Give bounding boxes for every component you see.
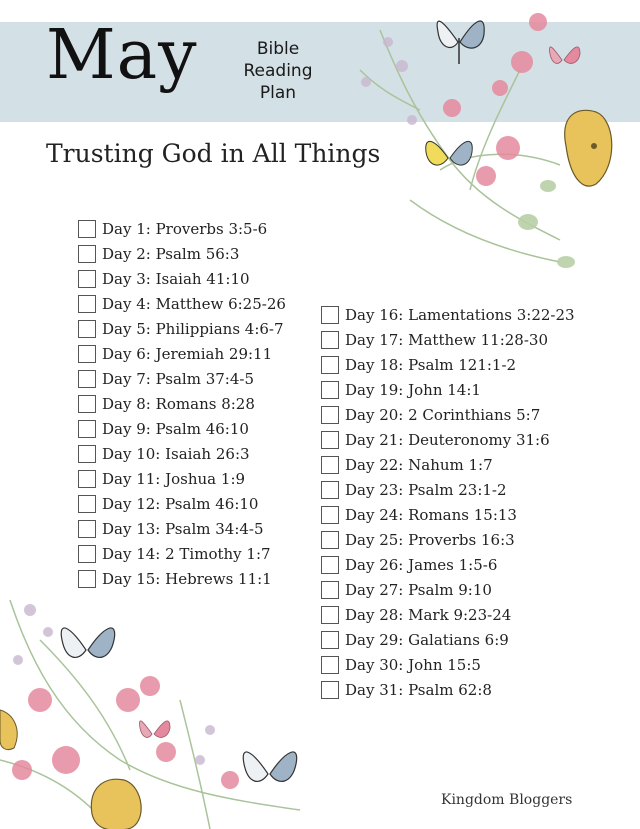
reading-label: Day 8: Romans 8:28 xyxy=(102,394,255,413)
reading-label: Day 12: Psalm 46:10 xyxy=(102,494,259,513)
subtitle-line-2: Reading xyxy=(243,61,313,81)
reading-item xyxy=(78,241,286,266)
month-title: May xyxy=(46,16,198,95)
reading-label: Day 2: Psalm 56:3 xyxy=(102,244,240,263)
reading-item xyxy=(321,402,575,427)
reading-item xyxy=(321,502,575,527)
subtitle-line-1: Bible xyxy=(256,39,300,59)
reading-label: Day 20: 2 Corinthians 5:7 xyxy=(345,405,541,424)
butterfly-icon xyxy=(0,710,17,750)
reading-label: Day 6: Jeremiah 29:11 xyxy=(102,344,273,363)
reading-item xyxy=(321,327,575,352)
reading-label: Day 29: Galatians 6:9 xyxy=(345,630,509,649)
reading-label: Day 30: John 15:5 xyxy=(345,655,481,674)
checkbox[interactable] xyxy=(321,381,339,399)
reading-label: Day 15: Hebrews 11:1 xyxy=(102,569,272,588)
reading-item xyxy=(321,552,575,577)
butterfly-icon xyxy=(91,779,141,829)
checkbox[interactable] xyxy=(78,395,96,413)
checkbox[interactable] xyxy=(78,295,96,313)
theme-title: Trusting God in All Things xyxy=(46,139,381,168)
reading-label: Day 1: Proverbs 3:5-6 xyxy=(102,219,268,238)
reading-label: Day 17: Matthew 11:28-30 xyxy=(345,330,549,349)
checkbox[interactable] xyxy=(78,370,96,388)
checkbox[interactable] xyxy=(78,270,96,288)
reading-item xyxy=(78,491,286,516)
checkbox[interactable] xyxy=(78,445,96,463)
checkbox[interactable] xyxy=(321,406,339,424)
butterfly-icon xyxy=(61,628,114,657)
reading-label: Day 9: Psalm 46:10 xyxy=(102,419,249,438)
reading-item xyxy=(78,391,286,416)
reading-item xyxy=(321,477,575,502)
butterfly-icon xyxy=(426,141,473,165)
checkbox[interactable] xyxy=(321,681,339,699)
checkbox[interactable] xyxy=(321,581,339,599)
checkbox[interactable] xyxy=(321,506,339,524)
bottom-left-flowers xyxy=(0,600,300,829)
reading-item xyxy=(321,652,575,677)
checkbox[interactable] xyxy=(78,495,96,513)
reading-list-column-2 xyxy=(321,302,575,702)
reading-item xyxy=(78,541,286,566)
pink-flower-icons-bottom xyxy=(12,676,239,789)
plan-subtitle xyxy=(240,38,316,104)
reading-item xyxy=(321,427,575,452)
checkbox[interactable] xyxy=(78,520,96,538)
reading-label: Day 22: Nahum 1:7 xyxy=(345,455,493,474)
reading-label: Day 3: Isaiah 41:10 xyxy=(102,269,250,288)
reading-item xyxy=(321,302,575,327)
checkbox[interactable] xyxy=(78,570,96,588)
reading-item xyxy=(78,416,286,441)
reading-item xyxy=(78,341,286,366)
reading-item xyxy=(78,566,286,591)
reading-label: Day 21: Deuteronomy 31:6 xyxy=(345,430,550,449)
reading-label: Day 4: Matthew 6:25-26 xyxy=(102,294,286,313)
green-buds-top xyxy=(518,180,575,268)
checkbox[interactable] xyxy=(321,431,339,449)
reading-item xyxy=(78,216,286,241)
reading-item xyxy=(78,516,286,541)
reading-item xyxy=(78,291,286,316)
subtitle-line-3: Plan xyxy=(259,83,297,103)
reading-item xyxy=(321,677,575,702)
reading-label: Day 31: Psalm 62:8 xyxy=(345,680,492,699)
reading-label: Day 19: John 14:1 xyxy=(345,380,481,399)
reading-item xyxy=(78,466,286,491)
checkbox[interactable] xyxy=(78,470,96,488)
checkbox[interactable] xyxy=(321,556,339,574)
reading-item xyxy=(321,527,575,552)
reading-label: Day 18: Psalm 121:1-2 xyxy=(345,355,517,374)
checkbox[interactable] xyxy=(321,356,339,374)
reading-label: Day 25: Proverbs 16:3 xyxy=(345,530,515,549)
reading-label: Day 16: Lamentations 3:22-23 xyxy=(345,305,575,324)
reading-label: Day 27: Psalm 9:10 xyxy=(345,580,492,599)
reading-label: Day 28: Mark 9:23-24 xyxy=(345,605,512,624)
checkbox[interactable] xyxy=(78,245,96,263)
butterfly-icon xyxy=(243,752,296,781)
reading-item xyxy=(321,602,575,627)
reading-label: Day 14: 2 Timothy 1:7 xyxy=(102,544,271,563)
checkbox[interactable] xyxy=(321,656,339,674)
checkbox[interactable] xyxy=(321,456,339,474)
reading-item xyxy=(78,441,286,466)
reading-item xyxy=(321,577,575,602)
checkbox[interactable] xyxy=(321,531,339,549)
checkbox[interactable] xyxy=(321,306,339,324)
reading-label: Day 26: James 1:5-6 xyxy=(345,555,498,574)
checkbox[interactable] xyxy=(321,631,339,649)
reading-item xyxy=(321,452,575,477)
reading-item xyxy=(78,316,286,341)
reading-item xyxy=(78,266,286,291)
checkbox[interactable] xyxy=(78,320,96,338)
checkbox[interactable] xyxy=(321,481,339,499)
reading-item xyxy=(78,366,286,391)
reading-item xyxy=(321,627,575,652)
reading-item xyxy=(321,377,575,402)
checkbox[interactable] xyxy=(321,606,339,624)
checkbox[interactable] xyxy=(78,545,96,563)
reading-item xyxy=(321,352,575,377)
checkbox[interactable] xyxy=(78,420,96,438)
reading-label: Day 13: Psalm 34:4-5 xyxy=(102,519,264,538)
brand-footer: Kingdom Bloggers xyxy=(441,792,573,808)
reading-label: Day 10: Isaiah 26:3 xyxy=(102,444,250,463)
reading-label: Day 7: Psalm 37:4-5 xyxy=(102,369,254,388)
reading-list-column-1 xyxy=(78,216,286,591)
reading-label: Day 23: Psalm 23:1-2 xyxy=(345,480,507,499)
checkbox[interactable] xyxy=(321,331,339,349)
reading-label: Day 11: Joshua 1:9 xyxy=(102,469,246,488)
reading-label: Day 24: Romans 15:13 xyxy=(345,505,517,524)
reading-label: Day 5: Philippians 4:6-7 xyxy=(102,319,284,338)
butterfly-icon xyxy=(140,721,171,737)
checkbox[interactable] xyxy=(78,345,96,363)
checkbox[interactable] xyxy=(78,220,96,238)
small-lilac-flowers-bottom xyxy=(13,604,215,765)
